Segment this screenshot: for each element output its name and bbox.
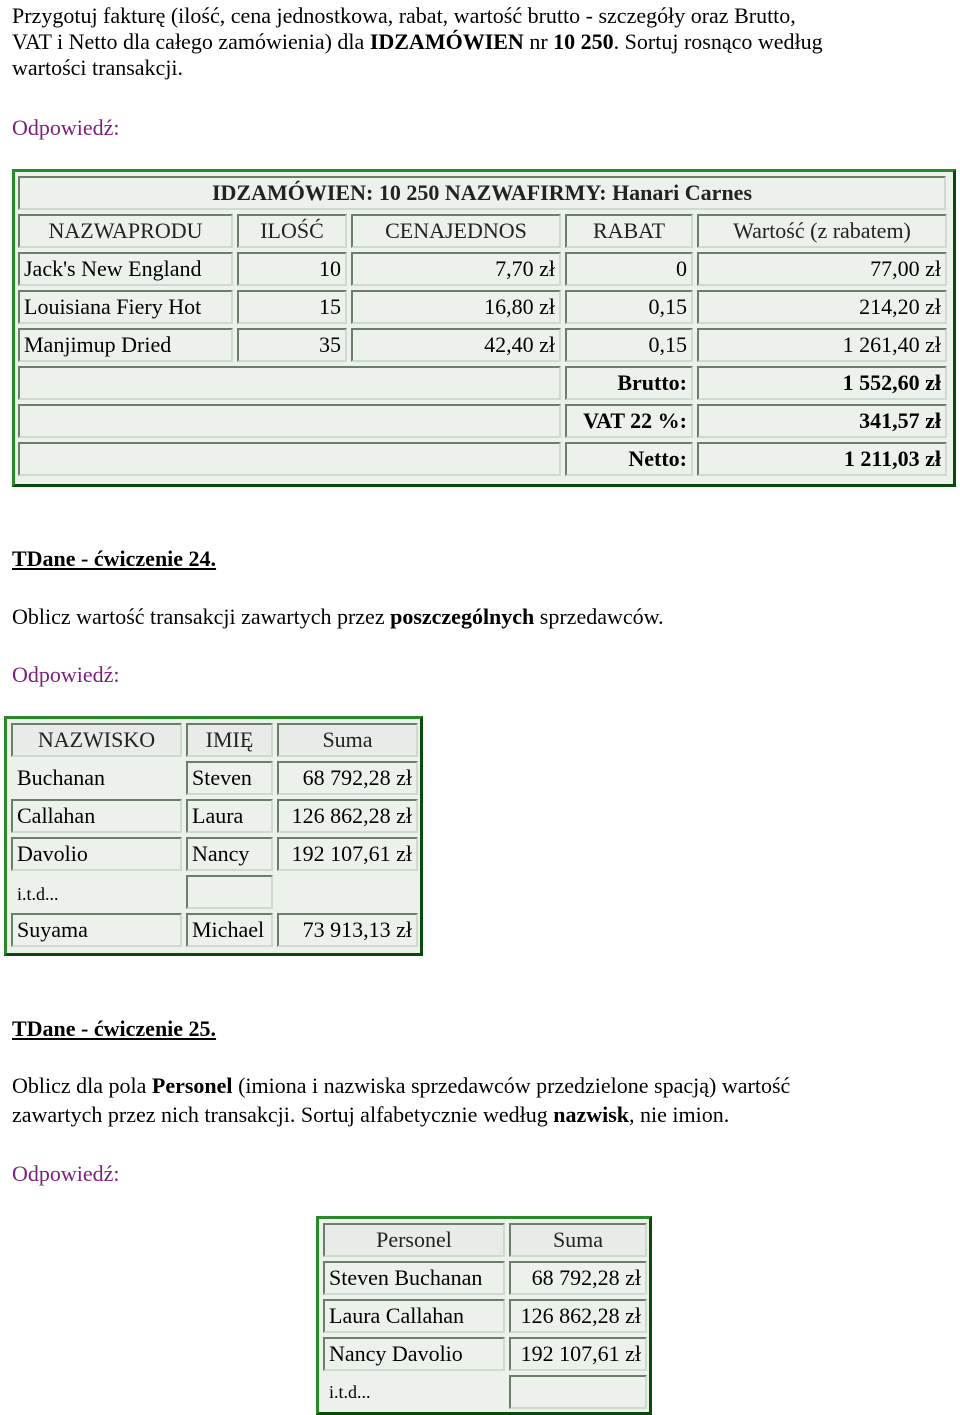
ex25-cell-sum (509, 1375, 647, 1409)
ex24-cell-name: Steven (186, 761, 273, 795)
ex25-heading: TDane - ćwiczenie 25. (12, 1016, 217, 1041)
invoice-cell-value: 77,00 zł (697, 252, 947, 286)
invoice-cell-price: 7,70 zł (351, 252, 561, 286)
total-value-brutto: 1 552,60 zł (697, 366, 947, 400)
header-personel: Personel (323, 1223, 505, 1257)
ex24-heading: TDane - ćwiczenie 24. (12, 546, 217, 571)
answer-label: Odpowiedź: (12, 1161, 120, 1186)
ex24-table (4, 716, 423, 956)
invoice-title: IDZAMÓWIEN: 10 250 NAZWAFIRMY: Hanari Carnes (18, 176, 946, 210)
ex24-cell-surname: Suyama (11, 913, 182, 947)
ex25-text-bold: Personel (151, 1073, 233, 1098)
invoice-cell-price: 42,40 zł (351, 328, 561, 362)
invoice-cell-value: 214,20 zł (697, 290, 947, 324)
ex24-cell-sum: 126 862,28 zł (277, 799, 418, 833)
ex24-cell-name: Michael (186, 913, 273, 947)
ex24-cell-sum: 192 107,61 zł (277, 837, 418, 871)
intro-bold: 10 250 (553, 29, 614, 54)
header-ilosc: ILOŚĆ (237, 214, 347, 248)
invoice-cell-discount: 0,15 (565, 290, 693, 324)
ex25-text-part: Oblicz dla pola (12, 1073, 152, 1098)
total-label-netto: Netto: (565, 442, 693, 476)
intro-text: wartości transakcji. (12, 55, 184, 80)
ex25-text-part: zawartych przez nich transakcji. Sortuj alfabetycznie według (12, 1102, 554, 1127)
invoice-table (12, 169, 956, 487)
ex25-cell-sum: 192 107,61 zł (509, 1337, 647, 1371)
header-rabat: RABAT (565, 214, 693, 248)
ex25-text-part: , nie imion. (629, 1102, 730, 1127)
total-value-netto: 1 211,03 zł (697, 442, 947, 476)
ex25-cell-sum: 126 862,28 zł (509, 1299, 647, 1333)
header-wartosc: Wartość (z rabatem) (697, 214, 947, 248)
total-label-brutto: Brutto: (565, 366, 693, 400)
invoice-empty-cell (18, 404, 561, 438)
ex25-text-line-1 (12, 1070, 947, 1102)
header-imie: IMIĘ (186, 723, 273, 757)
ex24-text (12, 601, 947, 633)
ex24-text-bold: poszczególnych (390, 604, 535, 629)
ex24-text-part: sprzedawców. (534, 604, 664, 629)
ex25-cell-person: Nancy Davolio (323, 1337, 505, 1371)
header-suma: Suma (277, 723, 418, 757)
ex25-text-bold: nazwisk (553, 1102, 629, 1127)
ex25-cell-person: Laura Callahan (323, 1299, 505, 1333)
ex24-text-part: Oblicz wartość transakcji zawartych przez (12, 604, 391, 629)
intro-bold: IDZAMÓWIEN (369, 29, 524, 54)
ex24-cell-surname: Buchanan (17, 765, 105, 790)
ex25-cell-sum: 68 792,28 zł (509, 1261, 647, 1295)
ex25-cell-person: Steven Buchanan (323, 1261, 505, 1295)
header-nazwisko: NAZWISKO (11, 723, 182, 757)
ex25-cell-person: i.t.d... (329, 1381, 371, 1402)
invoice-cell-product: Louisiana Fiery Hot (18, 290, 233, 324)
header-nazwaprodu: NAZWAPRODU (18, 214, 233, 248)
ex24-cell-name: Laura (186, 799, 273, 833)
ex25-table (316, 1216, 652, 1415)
ex24-cell-name: Nancy (186, 837, 273, 871)
invoice-empty-cell (18, 366, 561, 400)
header-cenajednos: CENAJEDNOS (351, 214, 561, 248)
invoice-cell-qty: 10 (237, 252, 347, 286)
total-label-vat: VAT 22 %: (565, 404, 693, 438)
invoice-cell-discount: 0 (565, 252, 693, 286)
answer-label: Odpowiedź: (12, 115, 120, 140)
intro-text: Przygotuj fakturę (ilość, cena jednostkowa, rabat, wartość brutto - szczegóły oraz Brutto, (12, 3, 796, 28)
invoice-cell-product: Jack's New England (18, 252, 233, 286)
ex25-text-part: (imiona i nazwiska sprzedawców przedzielone spacją) wartość (232, 1073, 791, 1098)
intro-text: . Sortuj rosnąco według (613, 29, 823, 54)
ex24-cell-name (186, 875, 273, 909)
invoice-cell-qty: 35 (237, 328, 347, 362)
answer-label: Odpowiedź: (12, 662, 120, 687)
ex25-text-line-2 (12, 1099, 947, 1131)
header-suma: Suma (509, 1223, 647, 1257)
invoice-cell-product: Manjimup Dried (18, 328, 233, 362)
intro-text: VAT i Netto dla całego zamówienia) dla (12, 29, 370, 54)
ex24-cell-surname: Davolio (11, 837, 182, 871)
ex24-cell-surname: i.t.d... (17, 884, 59, 904)
invoice-cell-discount: 0,15 (565, 328, 693, 362)
invoice-cell-price: 16,80 zł (351, 290, 561, 324)
invoice-cell-value: 1 261,40 zł (697, 328, 947, 362)
ex24-cell-sum: 73 913,13 zł (277, 913, 418, 947)
ex24-cell-surname: Callahan (11, 799, 182, 833)
total-value-vat: 341,57 zł (697, 404, 947, 438)
intro-text: nr (523, 29, 554, 54)
ex24-cell-sum: 68 792,28 zł (277, 761, 418, 795)
invoice-empty-cell (18, 442, 561, 476)
invoice-cell-qty: 15 (237, 290, 347, 324)
intro-line-3 (12, 52, 947, 84)
